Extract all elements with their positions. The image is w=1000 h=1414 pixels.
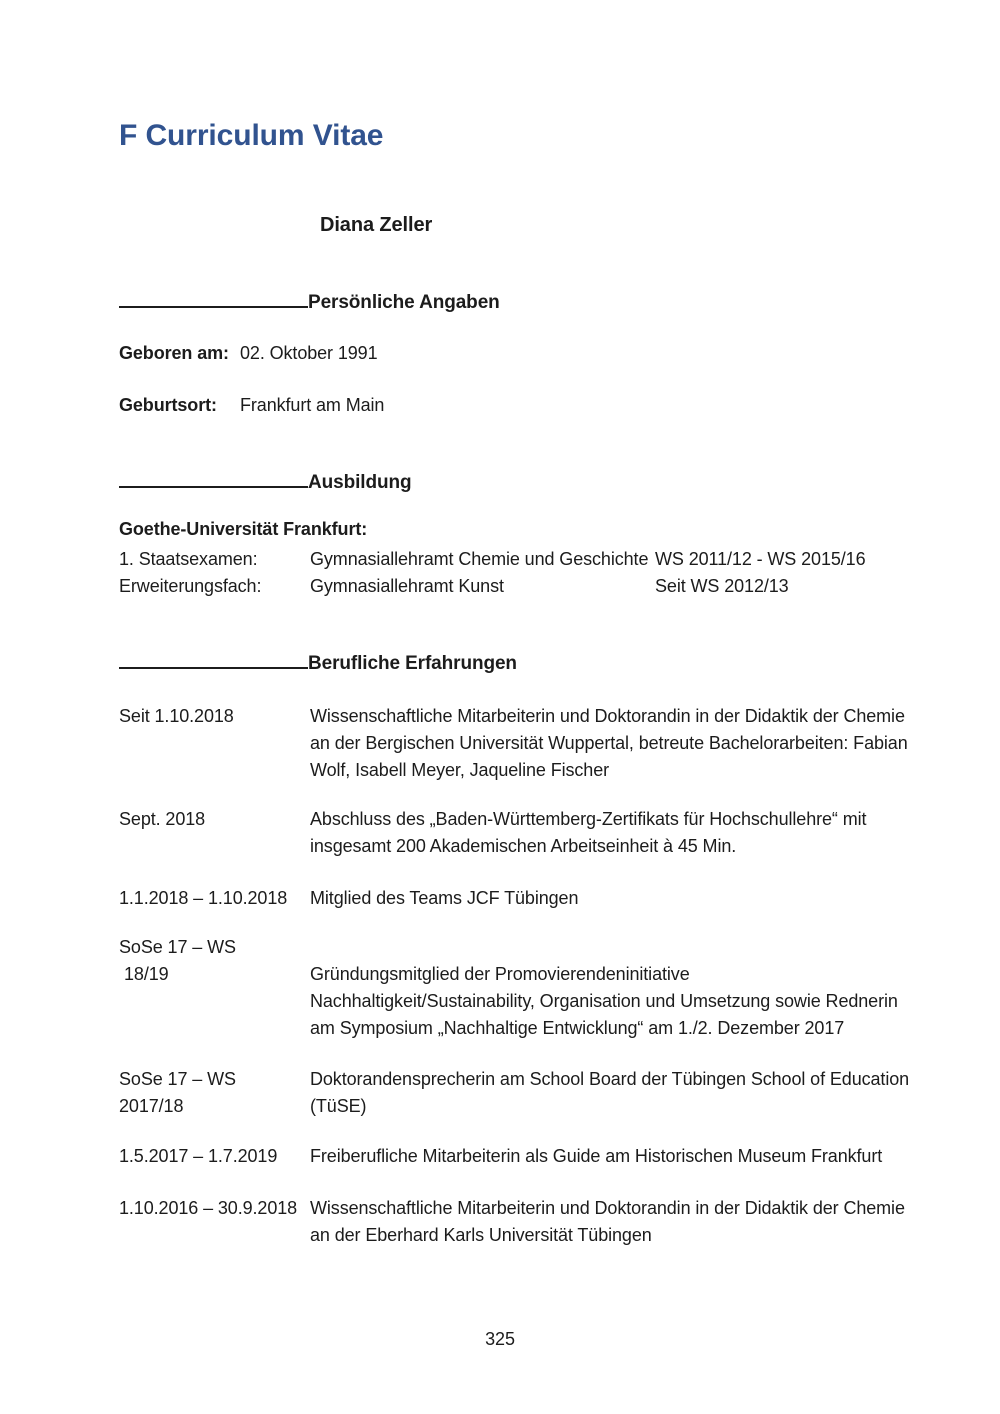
experience-description: Mitglied des Teams JCF Tübingen (310, 888, 579, 908)
education-value: Gymnasiallehramt Chemie und Geschichte (310, 549, 649, 569)
education-institution: Goethe-Universität Frankfurt: (119, 519, 368, 539)
experience-entry (119, 703, 930, 784)
heading-rule (119, 486, 308, 488)
experience-date: 1.5.2017 – 1.7.2019 (119, 1146, 278, 1166)
section-heading-personal (119, 289, 930, 316)
experience-date: 1.10.2016 – 30.9.2018 (119, 1198, 298, 1218)
birthplace-value: Frankfurt am Main (240, 395, 385, 415)
experience-description: Wissenschaftliche Mitarbeiterin und Doktorandin in der Didaktik der Chemie an der Bergischen Universität Wuppertal, betreute Bachelorarbeiten: Fabian Wolf, Isabell Meyer, Jaqueline Fischer (310, 706, 908, 780)
education-row-erweiterungsfach (119, 573, 930, 600)
education-period: WS 2011/12 - WS 2015/16 (655, 549, 866, 569)
education-value: Gymnasiallehramt Kunst (310, 576, 504, 596)
birthplace-label: Geburtsort: (119, 395, 217, 415)
section-heading-label-personal: Persönliche Angaben (308, 292, 500, 313)
birthdate-label: Geboren am: (119, 343, 229, 363)
heading-rule (119, 667, 308, 669)
experience-date: Seit 1.10.2018 (119, 706, 234, 726)
experience-date-line1: SoSe 17 – WS (119, 937, 236, 957)
personal-row-birthdate (119, 340, 930, 367)
page-title: F Curriculum Vitae (119, 119, 384, 152)
experience-date-line2: 18/19 (124, 964, 169, 984)
personal-row-birthplace (119, 392, 930, 419)
education-period: Seit WS 2012/13 (655, 576, 789, 596)
experience-entry (119, 806, 930, 860)
birthdate-value: 02. Oktober 1991 (240, 343, 378, 363)
education-label: Erweiterungsfach: (119, 576, 262, 596)
person-name: Diana Zeller (320, 214, 433, 236)
experience-description: Freiberufliche Mitarbeiterin als Guide am Historischen Museum Frankfurt (310, 1146, 883, 1166)
experience-date: Sept. 2018 (119, 809, 206, 829)
section-heading-label-experience: Berufliche Erfahrungen (308, 653, 517, 674)
experience-entry (119, 934, 930, 1042)
experience-description: Abschluss des „Baden-Württemberg-Zertifikats für Hochschullehre“ mit insgesamt 200 Akademischen Arbeitseinheit à 45 Min. (310, 809, 867, 856)
experience-description: Gründungsmitglied der Promovierendeninitiative Nachhaltigkeit/Sustainability, Organisation und Umsetzung sowie Rednerin am Symposium „Nachhaltige Entwicklung“ am 1./2. Dezember 2017 (310, 964, 898, 1038)
section-heading-label-education: Ausbildung (308, 472, 412, 493)
experience-description: Doktorandensprecherin am School Board der Tübingen School of Education (TüSE) (310, 1069, 910, 1116)
section-heading-experience (119, 650, 930, 677)
education-row-staatsexamen (119, 546, 930, 573)
page-number: 325 (485, 1329, 515, 1349)
experience-entry (119, 1066, 930, 1120)
experience-date: SoSe 17 – WS 2017/18 (119, 1069, 236, 1116)
education-label: 1. Staatsexamen: (119, 549, 258, 569)
experience-entry (119, 1143, 930, 1170)
experience-date: 1.1.2018 – 1.10.2018 (119, 888, 288, 908)
heading-rule (119, 306, 308, 308)
experience-date (119, 934, 310, 988)
experience-entry (119, 1195, 930, 1249)
experience-description: Wissenschaftliche Mitarbeiterin und Doktorandin in der Didaktik der Chemie an der Eberhard Karls Universität Tübingen (310, 1198, 905, 1245)
section-heading-education (119, 469, 930, 496)
experience-entry (119, 885, 930, 912)
